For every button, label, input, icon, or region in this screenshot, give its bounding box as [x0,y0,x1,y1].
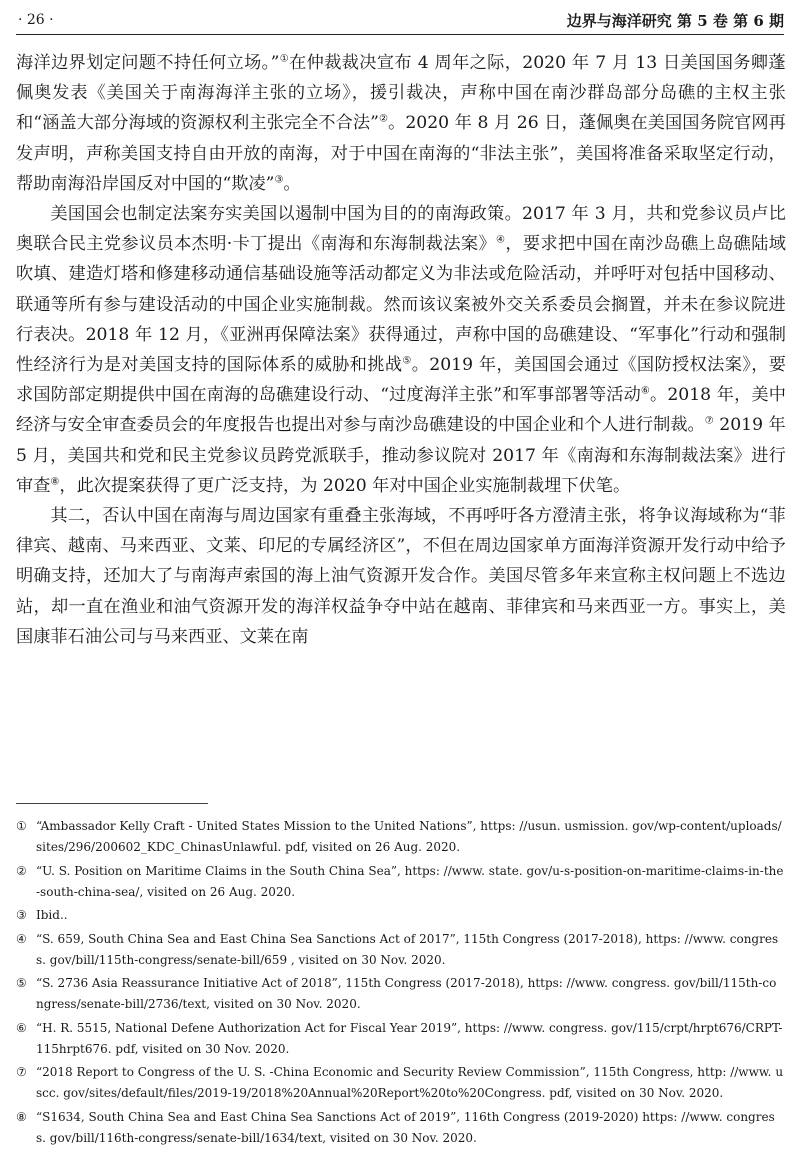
footnote-4 [16,929,784,971]
footnote-reference[interactable]: ⑦ [704,415,714,427]
running-header [16,8,784,35]
footnote-reference[interactable]: ① [279,53,290,65]
footnote-reference[interactable]: ⑥ [640,385,651,397]
footnote-mark: ⑤ [16,976,27,990]
page-number: · 26 · [18,12,54,28]
footnote-mark: ② [16,863,27,878]
footnote-reference[interactable]: ⑤ [402,355,412,367]
paragraph-congress-legislation: 美国国会也制定法案夯实美国以遏制中国为目的的南海政策。2017 年 3 月，共和党参议员卢比奥联合民主党参议员本杰明·卡丁提出《南海和东海制裁法案》④，要求把中国在南沙岛礁上岛礁陆域吹填、建造灯塔和修建移动通信基础设施等活动都定义为非法或危险活动，并呼吁对包括中国移动、联通等所有参与建设活动的中国企业实施制裁。然而该议案被外交关系委员会搁置，并未在参议院进行表决。2018 年 12 月，《亚洲再保障法案》获得通过，声称中国的岛礁建设、“军事化”行动和强制性经济行为是对美国支持的国际体系的威胁和挑战⑤。2019 年，美国国会通过《国防授权法案》，要求国防部定期提供中国在南海的岛礁建设行动、“过度海洋主张”和军事部署等活动⑥。2018 年，美中经济与安全审查委员会的年度报告也提出对参与南沙岛礁建设的中国企业和个人进行制裁。⑦ 2019 年 5 月，美国共和党和民主党参议员跨党派联手，推动参议院对 2017 年《南海和东海制裁法案》进行审查⑧，此次提案获得了更广泛支持，为 2020 年对中国企业实施制裁埋下伏笔。 [16,204,786,496]
footnote-3 [16,905,784,926]
footnote-text: “S1634, South China Sea and East China Sea Sanctions Act of 2019”, 116th Congress (2019-2020) https: //www. congress. gov/bill/116th-congress/senate-bill/1634/text, visited on 30 Nov. 2020. [36,1109,775,1145]
footnotes [16,816,784,1151]
footnote-mark: ④ [16,931,27,946]
footnote-text: “S. 659, South China Sea and East China Sea Sanctions Act of 2017”, 115th Congress (2017-2018), https: //www. congress. gov/bill/115th-congress/senate-bill/659 , visited on 30 Nov. 2020. [36,931,779,967]
footnote-reference[interactable]: ② [378,113,389,125]
footnote-6 [16,1018,784,1060]
footnote-reference[interactable]: ⑧ [50,476,60,488]
footnote-5 [16,973,784,1015]
footnote-8 [16,1107,784,1149]
footnote-text: “U. S. Position on Maritime Claims in the South China Sea”, https: //www. state. gov/u-s-position-on-maritime-claims-in-the-south-china-sea/, visited on 26 Aug. 2020. [36,863,784,899]
paragraph-overlapping-claims: 其二，否认中国在南海与周边国家有重叠主张海域，不再呼吁各方澄清主张，将争议海域称为“菲律宾、越南、马来西亚、文莱、印尼的专属经济区”，不但在周边国家单方面海洋资源开发行动中给予明确支持，还加大了与南海声索国的海上油气资源开发合作。美国尽管多年来宣称主权问题上不选边站，却一直在渔业和油气资源开发的海洋权益争夺中站在越南、菲律宾和马来西亚一方。事实上，美国康菲石油公司与马来西亚、文莱在南 [16,506,786,647]
footnote-reference[interactable]: ③ [274,174,284,186]
footnote-mark: ⑥ [16,1020,27,1035]
footnote-7 [16,1062,784,1104]
footnote-text: “S. 2736 Asia Reassurance Initiative Act of 2018”, 115th Congress (2017-2018), https: //www. congress. gov/bill/115th-congress/senate-bill/2736/text, visited on 30 Nov. 2020. [36,976,777,1011]
footnote-separator [16,803,208,804]
footnote-text: “H. R. 5515, National Defene Authorization Act for Fiscal Year 2019”, https: //www. congress. gov/115/crpt/hrpt676/CRPT-115hrpt676. pdf, visited on 30 Nov. 2020. [36,1020,783,1056]
footnote-text: “2018 Report to Congress of the U. S. -China Economic and Security Review Commission”, 115th Congress, http: //www. uscc. gov/sites/default/files/2019-19/2018%20Annual%20Report%20to%20Congress. pdf, visited on 30 Nov. 2020. [36,1065,784,1100]
footnote-mark: ① [16,819,27,833]
body-text [16,48,786,652]
journal-title: 边界与海洋研究 第 5 卷 第 6 期 [566,12,784,30]
footnote-reference[interactable]: ④ [496,234,506,246]
footnote-text: Ibid.. [36,908,68,922]
paragraph-continued: 海洋边界划定问题不持任何立场。”①在仲裁裁决宣布 4 周年之际，2020 年 7 月 13 日美国国务卿蓬佩奥发表《美国关于南海海洋主张的立场》，援引裁决，声称中国在南沙群岛部分岛礁的主权主张和“涵盖大部分海域的资源权利主张完全不合法”②。2020 年 8 月 26 日，蓬佩奥在美国国务院官网再发声明，声称美国支持自由开放的南海，对于中国在南海的“非法主张”，美国将准备采取坚定行动，帮助南海沿岸国反对中国的“欺凌”③。 [16,53,786,194]
footnote-mark: ③ [16,908,27,922]
footnote-1 [16,816,784,858]
footnote-mark: ⑦ [16,1065,27,1079]
footnote-mark: ⑧ [16,1109,27,1124]
footnote-2 [16,861,784,903]
footnote-text: “Ambassador Kelly Craft - United States Mission to the United Nations”, https: //usun. usmission. gov/wp-content/uploads/sites/296/200602_KDC_ChinasUnlawful. pdf, visited on 26 Aug. 2020. [36,819,782,854]
